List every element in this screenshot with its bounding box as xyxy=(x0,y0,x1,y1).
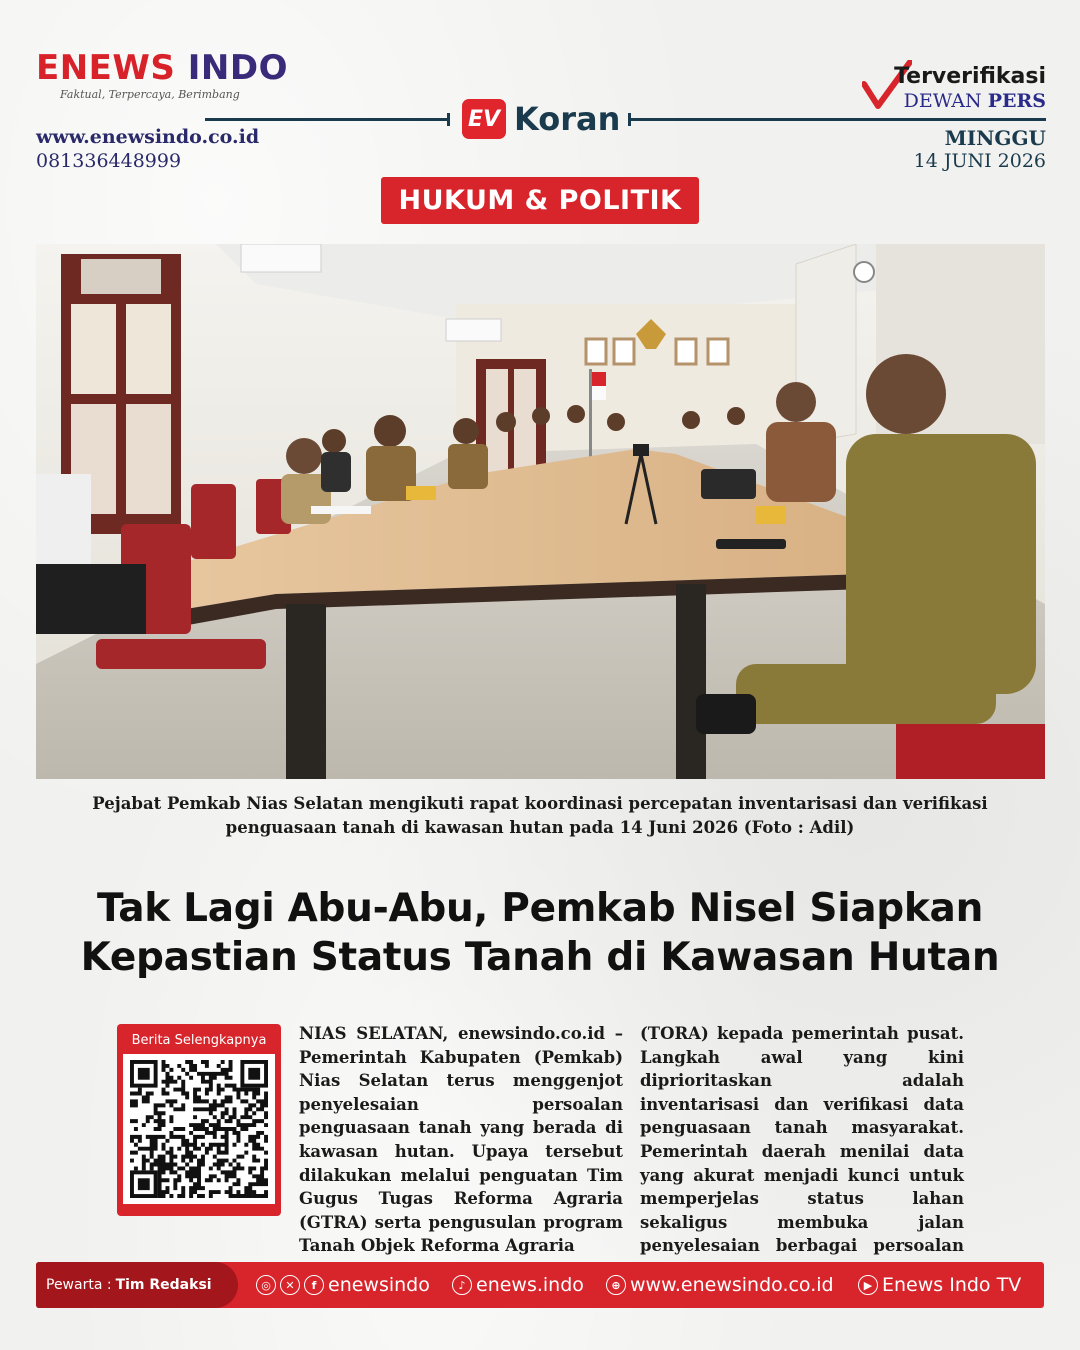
qr-label: Berita Selengkapnya xyxy=(131,1033,267,1048)
reporter-credit xyxy=(36,1262,238,1308)
headline-line-1: Tak Lagi Abu-Abu, Pemkab Nisel Siapkan xyxy=(96,886,984,931)
category-badge: HUKUM & POLITIK xyxy=(381,177,699,224)
footer-website: www.enewsindo.co.id xyxy=(630,1274,834,1296)
issue-day: MINGGU xyxy=(944,126,1046,150)
tiktok-icon: ♪ xyxy=(452,1275,472,1295)
header-website[interactable]: www.enewsindo.co.id xyxy=(36,126,260,148)
tiktok-handle: enews.indo xyxy=(476,1274,584,1296)
youtube-link[interactable] xyxy=(858,1262,1021,1308)
reporter-name: Tim Redaksi xyxy=(115,1277,212,1293)
headline xyxy=(30,884,1050,982)
qr-code-card[interactable] xyxy=(117,1024,281,1216)
youtube-icon: ▶ xyxy=(858,1275,878,1295)
issue-date: 14 JUNI 2026 xyxy=(913,150,1046,172)
section-title: Koran xyxy=(514,100,621,138)
verified-by-1: DEWAN xyxy=(903,90,982,112)
header-phone: 081336448999 xyxy=(36,150,182,172)
globe-icon: ⊕ xyxy=(606,1275,626,1295)
header-divider-left xyxy=(205,118,450,121)
brand-tagline: Faktual, Terpercaya, Berimbang xyxy=(60,88,240,101)
footer-bar xyxy=(36,1262,1044,1308)
instagram-icon: ◎ xyxy=(256,1275,276,1295)
ev-logo-icon: EV xyxy=(462,99,506,139)
meeting-room-photo xyxy=(36,244,1045,779)
verified-by-2: PERS xyxy=(987,90,1046,112)
brand-part-1: ENEWS xyxy=(36,48,176,88)
qr-code-icon xyxy=(129,1060,269,1198)
website-link[interactable] xyxy=(606,1262,834,1308)
tiktok-link[interactable] xyxy=(452,1262,584,1308)
reporter-label: Pewarta : xyxy=(46,1277,112,1293)
facebook-icon: f xyxy=(304,1275,324,1295)
headline-line-2: Kepastian Status Tanah di Kawasan Hutan xyxy=(80,935,1000,980)
news-photo xyxy=(36,244,1045,779)
verified-label: Terverifikasi xyxy=(894,64,1046,89)
brand-part-2: INDO xyxy=(187,48,288,88)
article-column-1: NIAS SELATAN, enewsindo.co.id – Pemerintah Kabupaten (Pemkab) Nias Selatan terus menggenjot penyelesaian persoalan penguasaan tanah yang berada di kawasan hutan. Upaya tersebut dilakukan melalui penguatan Tim Gugus Tugas Reforma Agraria (GTRA) serta pengusulan program Tanah Objek Reforma Agraria xyxy=(299,1024,623,1256)
qr-code[interactable] xyxy=(123,1054,275,1204)
article-column-2 xyxy=(640,1022,964,1282)
photo-caption: Pejabat Pemkab Nias Selatan mengikuti rapat koordinasi percepatan inventarisasi dan verifikasi penguasaan tanah di kawasan hutan pada 14 Juni 2026 (Foto : Adil) xyxy=(92,794,988,837)
brand-logo xyxy=(36,48,288,88)
x-icon: ✕ xyxy=(280,1275,300,1295)
article-column-2-text: (TORA) kepada pemerintah pusat. Langkah awal yang kini diprioritaskan adalah inventarisasi dan verifikasi data penguasaan tanah masyarakat. Pemerintah daerah menilai data yang akurat menjadi kunci untuk memperjelas status lahan sekaligus membuka jalan penyelesaian berbagai persoalan xyxy=(640,1024,964,1256)
social-handle-link[interactable] xyxy=(256,1262,430,1308)
section-label xyxy=(462,96,620,142)
verification-badge xyxy=(862,60,1046,116)
youtube-channel: Enews Indo TV xyxy=(882,1274,1022,1296)
social-handle: enewsindo xyxy=(328,1274,430,1296)
header-divider-right xyxy=(628,118,1046,121)
verified-by xyxy=(904,90,1046,112)
